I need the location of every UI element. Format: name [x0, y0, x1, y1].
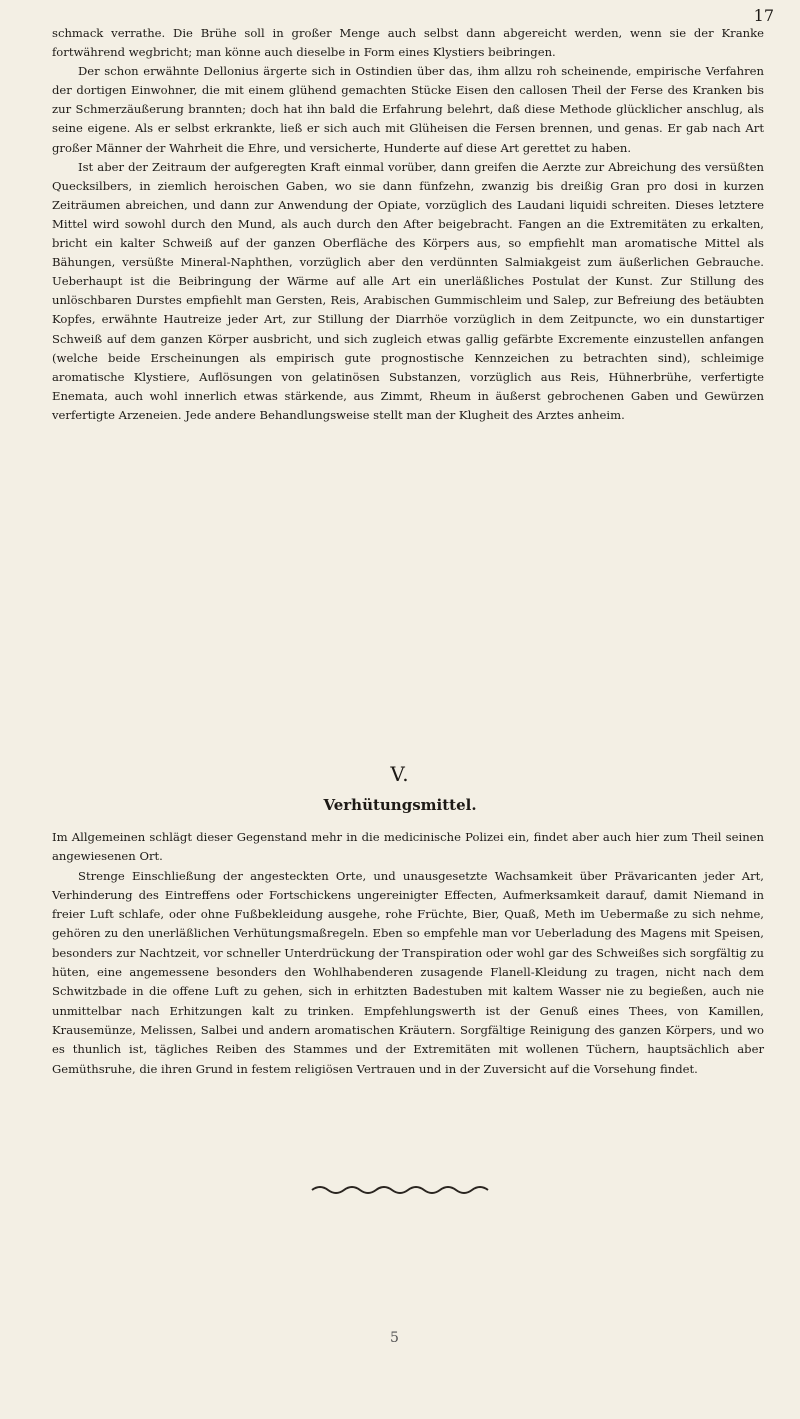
paragraph: Ist aber der Zeitraum der aufgeregten Kraft einmal vorüber, dann greifen die Aerzte zur Abreichung des versüßten Quecksilbers, in ziemlich heroischen Gaben, wo sie dann fünfzehn, zwanzig bis dreißig Gran pro dosi in kurzen Zeiträumen abreichen, und dann zur Anwendung der Opiate, vorzüglich des Laudani liquidi schreiten. Dieses letztere Mittel wird sowohl durch den Mund, als auch durch den After beigebracht. Fangen an die Extremitäten zu erkalten, bricht ein kalter Schweiß auf der ganzen Oberfläche des Körpers aus, so empfiehlt man aromatische Mittel als Bähungen, versüßte Mineral-Naphthen, vorzüglich aber den verdünnten Salmiakgeist zum äußerlichen Gebrauche. Ueberhaupt ist die Beibringung der Wärme auf alle Art ein unerläßliches Postulat der Kunst. Zur Stillung des unlöschbaren Durstes empfiehlt man Gersten, Reis, Arabischen Gummischleim und Salep, zur Befreiung des betäubten Kopfes, erwähnte Hautreize jeder Art, zur Stillung der Diarrhöe vorzüglich in dem Zeitpuncte, wo ein dunstartiger Schweiß auf dem ganzen Körper ausbricht, und sich zugleich etwas gallig gefärbte Excremente einzustellen anfangen (welche beide Erscheinungen als empirisch gute prognostische Kennzeichen zu betrachten sind), schleimige aromatische Klystiere, Auflösungen von gelatinösen Substanzen, vorzüglich aus Reis, Hühnerbrühe, verfertigte Enemata, auch wohl innerlich etwas stärkende, aus Zimmt, Rheum in äußerst gebrochenen Gaben und Gewürzen verfertigte Arzeneien. Jede andere Behandlungsweise stellt man der Klugheit des Arztes anheim.	[52, 159, 764, 422]
paragraph: schmack verrathe. Die Brühe soll in großer Menge auch selbst dann abgereicht werden, wenn sie der Kranke fortwährend wegbricht; man könne auch dieselbe in Form eines Klystiers beibringen.	[52, 26, 764, 60]
paragraph: Im Allgemeinen schlägt dieser Gegenstand mehr in die medicinische Polizei ein, findet aber auch hier zum Theil seinen angewiesenen Ort.	[52, 830, 764, 864]
section-body	[52, 24, 764, 425]
section-heading: Verhütungsmittel.	[323, 796, 477, 814]
signature-mark: 5	[390, 1330, 399, 1346]
page-number: 17	[753, 6, 774, 25]
wave-ornament	[310, 1182, 490, 1196]
section-number: V.	[390, 762, 410, 786]
section-body	[52, 828, 764, 1079]
paragraph: Der schon erwähnte Dellonius ärgerte sich in Ostindien über das, ihm allzu roh scheinende, empirische Verfahren der dortigen Einwohner, die mit einem glühend gemachten Stücke Eisen den callosen Theil der Ferse des Kranken bis zur Schmerzäußerung brannten; doch hat ihn bald die Erfahrung belehrt, daß diese Methode glücklicher anschlug, als seine eigene. Als er selbst erkrankte, ließ er sich auch mit Glüheisen die Fersen brennen, und genas. Er gab nach Art großer Männer der Wahrheit die Ehre, und versicherte, Hunderte auf diese Art gerettet zu haben.	[52, 64, 764, 155]
paragraph: Strenge Einschließung der angesteckten Orte, und unausgesetzte Wachsamkeit über Prävaricanten jeder Art, Verhinderung des Eintreffens oder Fortschickens ungereinigter Effecten, Aufmerksamkeit darauf, damit Niemand in freier Luft schlafe, oder ohne Fußbekleidung ausgehe, rohe Früchte, Bier, Quaß, Meth im Uebermaße zu sich nehme, gehören zu den unerläßlichen Verhütungsmaßregeln. Eben so empfehle man vor Ueberladung des Magens mit Speisen, besonders zur Nachtzeit, vor schneller Unterdrückung der Transpiration oder wohl gar des Schweißes sich sorgfältig zu hüten, eine angemessene besonders den Wohlhabenderen zusagende Flanell-Kleidung zu tragen, nicht nach dem Schwitzbade in die offene Luft zu gehen, sich in erhitzten Badestuben mit kaltem Wasser nie zu begießen, auch nie unmittelbar nach Erhitzungen kalt zu trinken. Empfehlungswerth ist der Genuß eines Thees, von Kamillen, Krausemünze, Melissen, Salbei und andern aromatischen Kräutern. Sorgfältige Reinigung des ganzen Körpers, und wo es thunlich ist, tägliches Reiben des Stammes und der Extremitäten mit wollenen Tüchern, hauptsächlich aber Gemüthsruhe, die ihren Grund in festem religiösen Vertrauen und in der Zuversicht auf die Vorsehung findet.	[52, 868, 764, 1076]
